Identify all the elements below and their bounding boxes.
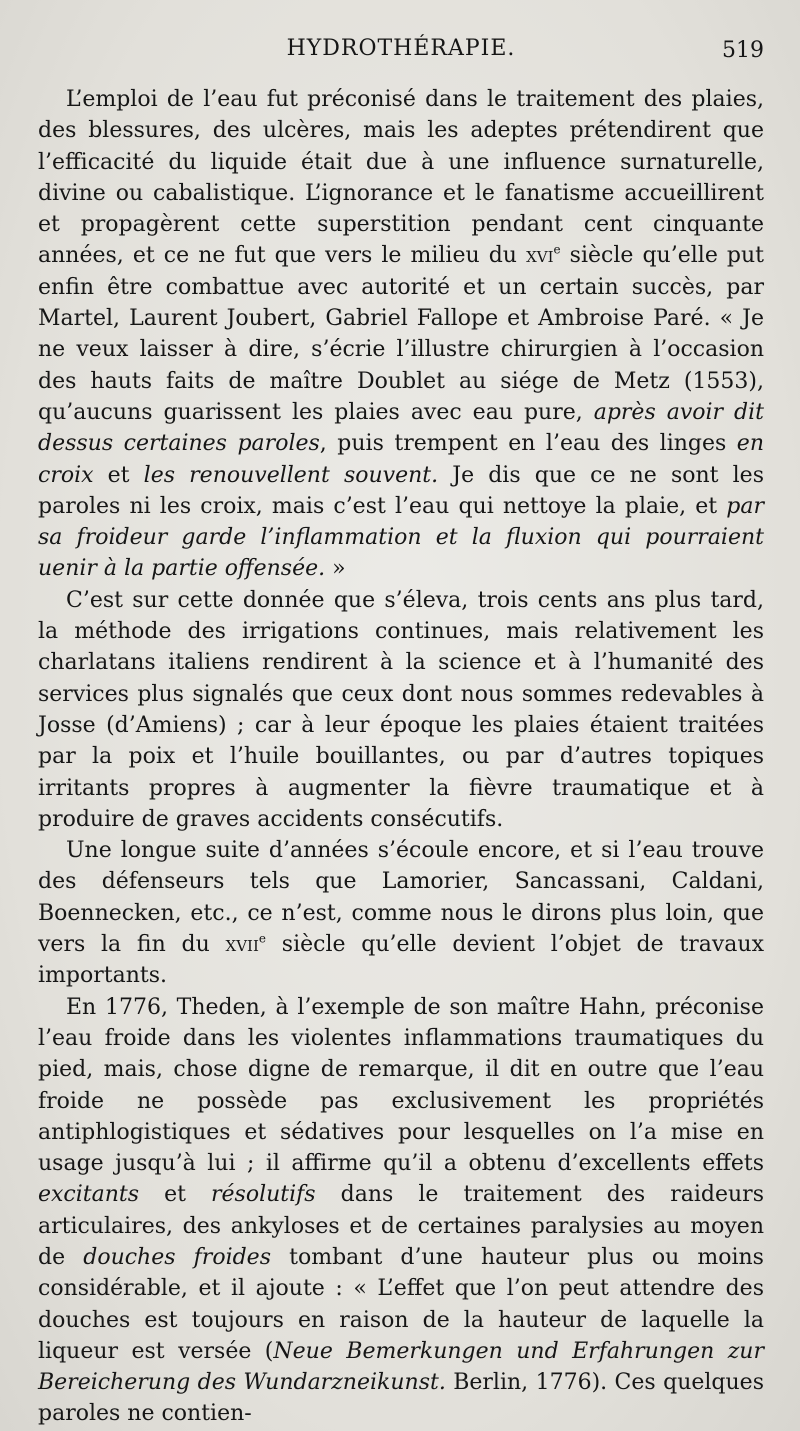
text-run: et bbox=[93, 462, 144, 488]
text-run: Je dis que ce ne sont les paroles ni les croix, mais c’est l’eau qui nettoye la plaie, et bbox=[38, 462, 764, 519]
body-text bbox=[38, 84, 764, 1430]
italic-run: Neue Bemerkungen und Erfahrungen zur Bereicherung des Wundarzneikunst. bbox=[38, 1338, 764, 1396]
text-run: siècle qu’elle devient l’objet de travaux importants. bbox=[38, 932, 764, 989]
page-number: 519 bbox=[722, 38, 764, 63]
page-header bbox=[38, 36, 764, 68]
text-run: , puis trempent en l’eau des linges bbox=[319, 431, 737, 457]
italic-run: résolutifs bbox=[211, 1182, 316, 1208]
italic-run: par sa froideur garde l’inflammation et la fluxion qui pourraient uenir à la partie offensée. bbox=[38, 493, 764, 582]
italic-run: douches froides bbox=[83, 1244, 271, 1270]
paragraph-1 bbox=[38, 84, 764, 585]
italic-run: en croix bbox=[38, 431, 764, 488]
superscript: e bbox=[553, 243, 561, 258]
text-run: siècle qu’elle put enfin être combattue avec autorité et un certain succès, par Martel, Laurent Joubert, Gabriel Fallope et Ambroise Paré. « Je ne veux laisser à dire, s’écrie l’illustre chirurgien à l’occasion des hauts faits de maître Doublet au siége de Metz (1553), qu’aucuns guarissent les plaies avec eau pure, bbox=[38, 243, 765, 425]
italic-run: après avoir dit dessus certaines paroles bbox=[38, 399, 764, 457]
text-run: et bbox=[139, 1182, 212, 1208]
italic-run: les renouvellent souvent. bbox=[143, 462, 439, 488]
text-run: tombant d’une hauteur plus ou moins considérable, et il ajoute : « L’effet que l’on peut attendre des douches est toujours en raison de la hauteur de laquelle la liqueur est versée ( bbox=[38, 1244, 764, 1364]
text-run: L’emploi de l’eau fut préconisé dans le traitement des plaies, des blessures, des ulcères, mais les adeptes prétendirent que l’efficacité du liquide était due à une influence surnaturelle, divine ou cabalistique. L’ignorance et le fanatisme accueillirent et propagèrent cette superstition pendant cent cinquante années, et ce ne fut que vers le milieu du bbox=[38, 87, 764, 269]
text-run: dans le traitement des raideurs articulaires, des ankyloses et de certaines paralysies au moyen de bbox=[38, 1182, 764, 1270]
text-run: » bbox=[325, 556, 346, 582]
century-numeral: xvi bbox=[526, 243, 554, 269]
italic-run: excitants bbox=[38, 1182, 140, 1208]
paragraph-2: C’est sur cette donnée que s’éleva, trois cents ans plus tard, la méthode des irrigations continues, mais relativement les charlatans italiens rendirent à la science et à l’humanité des services plus signalés que ceux dont nous sommes redevables à Josse (d’Amiens) ; car à leur époque les plaies étaient traitées par la poix et l’huile bouillantes, ou par d’autres topiques irritants propres à augmenter la fièvre traumatique et à produire de graves accidents consécutifs. bbox=[38, 587, 764, 832]
paragraph-3 bbox=[38, 835, 764, 991]
text-run: Berlin, 1776). Ces quelques paroles ne contien- bbox=[38, 1370, 764, 1427]
century-numeral: xvii bbox=[225, 932, 259, 958]
paragraph-4 bbox=[38, 992, 764, 1430]
running-head: HYDROTHÉRAPIE. bbox=[286, 36, 516, 61]
text-run: Une longue suite d’années s’écoule encore, et si l’eau trouve des défenseurs tels que Lamorier, Sancassani, Caldani, Boennecken, etc., ce n’est, comme nous le dirons plus loin, que vers la fin du bbox=[38, 838, 764, 958]
superscript: e bbox=[258, 931, 267, 946]
text-run: En 1776, Theden, à l’exemple de son maître Hahn, préconise l’eau froide dans les violentes inflammations traumatiques du pied, mais, chose digne de remarque, il dit en outre que l’eau froide ne possède pas exclusivement les propriétés antiphlogistiques et sédatives pour lesquelles on l’a mise en usage jusqu’à lui ; il affirme qu’il a obtenu d’excellents effets bbox=[38, 994, 764, 1177]
